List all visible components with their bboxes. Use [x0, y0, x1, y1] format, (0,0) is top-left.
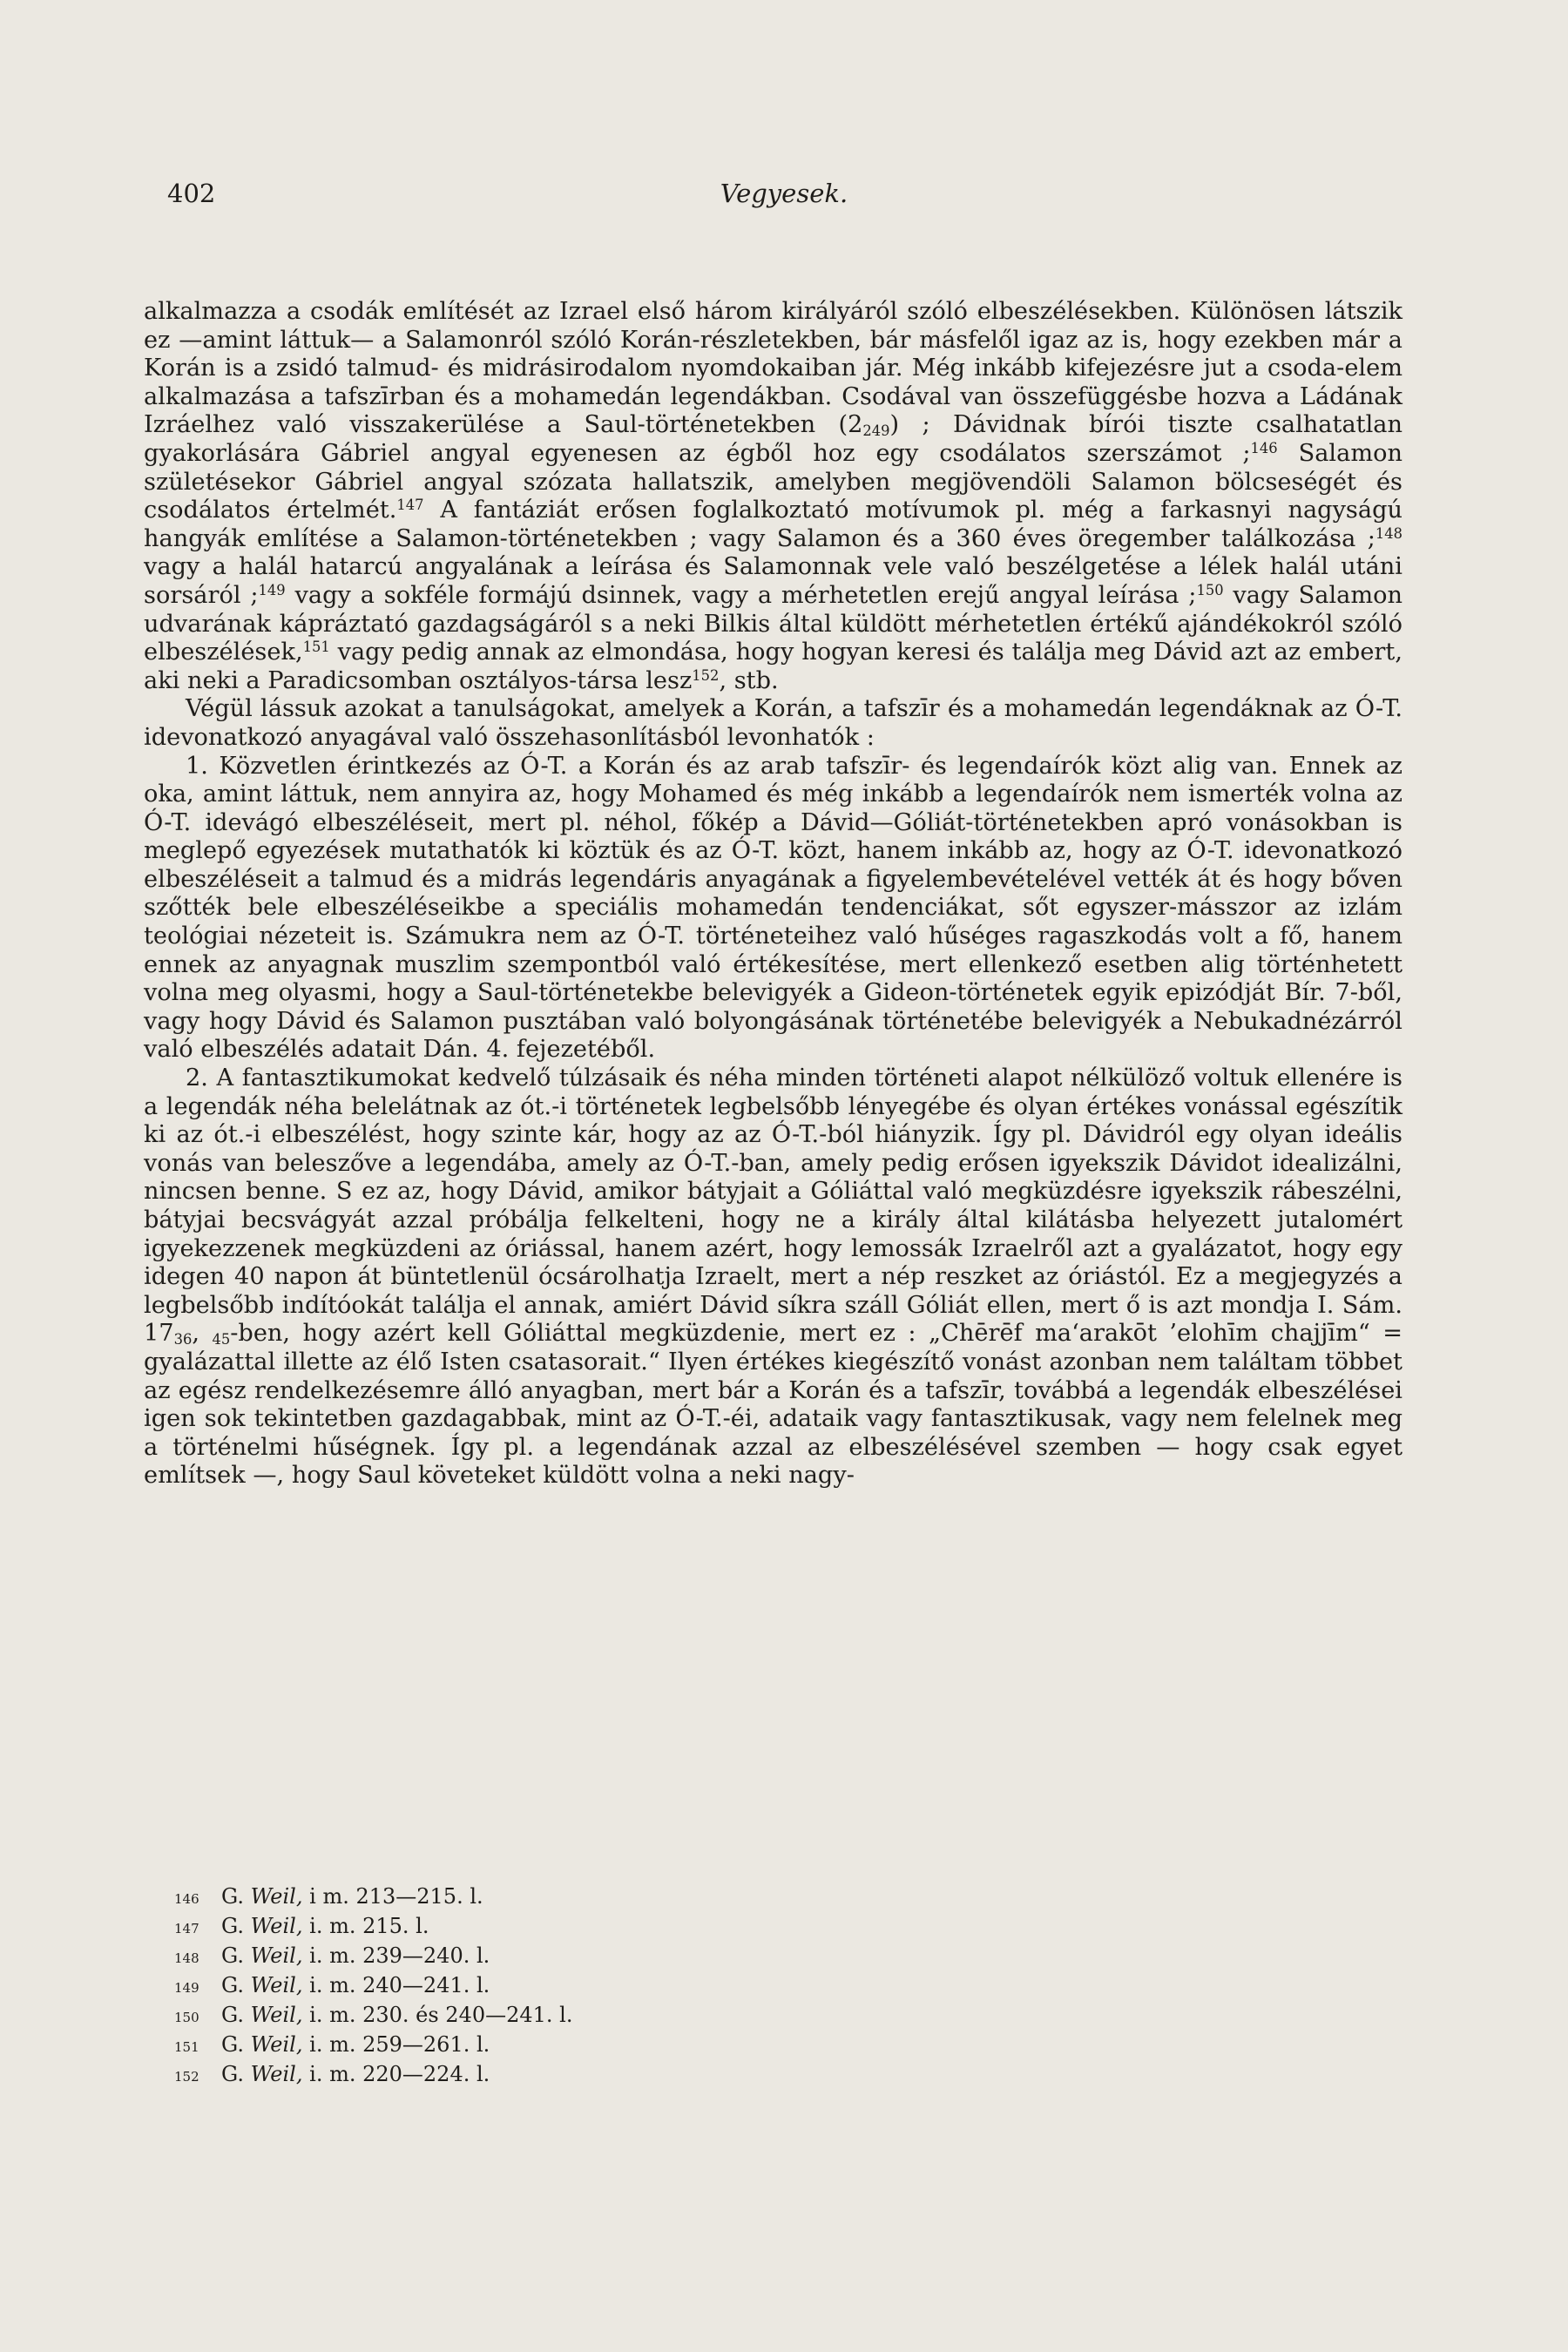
- paragraph-3: 1. Közvetlen érintkezés az Ó-T. a Korán és az arab tafszīr- és legendaírók közt alig van. Ennek az oka, amint láttuk, nem annyira az, hogy Mohamed és még inkább a legendaírók nem ismerték volna az Ó-T. idevágó elbeszéléseit, mert pl. néhol, főkép a Dávid—Góliát-történetekben apró vonásokban is meglepő egyezések mutathatók ki köztük és az Ó-T. közt, hanem inkább az, hogy az Ó-T. idevonatkozó elbeszéléseit a talmud és a midrás legendáris anyagának a figyelembevételével vették át és hogy bőven szőtték bele elbeszéléseikbe a speciális mohamedán tendenciákat, sőt egyszer-másszor az izlám teológiai nézeteit is. Számukra nem az Ó-T. történeteihez való hűséges ragaszkodás volt a fő, hanem ennek az anyagnak muszlim szempontból való értékesítése, mert ellenkező esetben alig történhetett volna meg olyasmi, hogy a Saul-történetekbe belevigyék a Gideon-történetek egyik epizódját Bír. 7-ből, vagy hogy Dávid és Salamon pusztában való bolyongásának történetébe belevigyék a Nebukadnézárról való elbeszélés adatait Dán. 4. fejezetéből.: [144, 752, 1402, 1064]
- footnote-number: 152: [174, 2069, 199, 2085]
- footnote-ref: 148: [1375, 524, 1402, 542]
- footnote: 147 G. Weil, i. m. 215. l.: [174, 1913, 784, 1943]
- footnote-number: 151: [174, 2039, 199, 2055]
- footnote: 149 G. Weil, i. m. 240—241. l.: [174, 1972, 784, 2002]
- footnote-number: 149: [174, 1980, 199, 1996]
- footnote-number: 147: [174, 1921, 199, 1936]
- footnote-ref: 147: [396, 497, 424, 514]
- footnote-ref: 151: [302, 639, 330, 656]
- page-number: 402: [167, 179, 216, 208]
- footnote-ref: 146: [1250, 440, 1278, 456]
- footnote-ref: 149: [258, 581, 286, 598]
- footnote: 151 G. Weil, i. m. 259—261. l.: [174, 2031, 784, 2061]
- footnote: 150 G. Weil, i. m. 230. és 240—241. l.: [174, 2002, 784, 2031]
- footnote: 152 G. Weil, i. m. 220—224. l.: [174, 2061, 784, 2091]
- paragraph-4: 2. A fantasztikumokat kedvelő túlzásaik és néha minden történeti alapot nélkülöző voltuk ellenére is a legendák néha belelátnak az ót.-i történetek legbelsőbb lényegébe és olyan értékes vonással egészítik ki az ót.-i elbeszélést, hogy szinte kár, hogy az az Ó-T.-ból hiányzik. Így pl. Dávidról egy olyan ideális vonás van beleszőve a legendába, amely az Ó-T.-ban, amely pedig erősen igyekszik Dávidot idealizálni, nincsen benne. S ez az, hogy Dávid, amikor bátyjait a Góliáttal való megküzdésre igyekszik rábeszélni, bátyjai becsvágyát azzal próbálja felkelteni, hogy ne a király által kilátásba helyezett jutalomért igyekezzenek megküzdeni az óriással, hanem azért, hogy lemossák Izraelről azt a gyalázatot, hogy egy idegen 40 napon át büntetlenül ócsárolhatja Izraelt, mert a nép reszket az óriástól. Ez a megjegyzés a legbelsőbb indítóokát találja el annak, amiért Dávid síkra száll Góliát ellen, mert ő is azt mondja I. Sám. $17_{36}$, $_{45}$-ben, hogy azért kell Góliáttal megküzdenie, mert ez : „Chērēf ma‘arakōt ’elohīm chajjīm“ = gyalázattal illette az élő Isten csatasorait.“ Ilyen értékes kiegészítő vonást azonban nem találtam többet az egész rendelkezésemre álló anyagban, mert bár a Korán és a tafszīr, továbbá a legendák elbeszélései igen sok tekintetben gazdagabbak, mint az Ó-T.-éi, adataik vagy fantasztikusak, vagy nem felelnek meg a történelmi hűségnek. Így pl. a legendának azzal az elbeszélésével szemben — hogy csak egyet említsek —, hogy Saul követeket küldött volna a neki nagy-: [144, 1064, 1402, 1490]
- paragraph-1: alkalmazza a csodák említését az Izrael első három királyáról szóló elbeszélésekben. Különösen látszik ez —amint láttuk— a Salamonról szóló Korán-részletekben, bár másfelől igaz az is, hogy ezekben már a Korán is a zsidó talmud- és midrásirodalom nyomdokaiban jár. Még inkább kifejezésre jut a csoda-elem alkalmazása a tafszīrban és a mohamedán legendákban. Csodával van összefüggésbe hozva a Ládának Izráelhez való visszakerülése a Saul-történetekben $(2_{249})$ ; Dávidnak bírói tiszte csalhatatlan gyakorlására Gábriel angyal egyenesen az égből hoz egy csodálatos szerszámot ;$^{146}$ Salamon születésekor Gábriel angyal szózata hallatszik, amelyben megjövendöli Salamon bölcseségét és csodálatos értelmét.$^{147}$ A fantáziát erősen foglalkoztató motívumok pl. még a farkasnyi nagyságú hangyák említése a Salamon-történetekben ; vagy Salamon és a 360 éves öregember találkozása ;$^{148}$ vagy a halál hatarcú angyalának a leírása és Salamonnak vele való beszélgetése a lélek halál utáni sorsáról ;$^{149}$ vagy a sokféle formájú dsinnek, vagy a mérhetetlen erejű angyal leírása ;$^{150}$ vagy Salamon udvarának kápráztató gazdagságáról s a neki Bilkis által küldött mérhetetlen értékű ajándékokról szóló elbeszélések,$^{151}$ vagy pedig annak az elmondása, hogy hogyan keresi és találja meg Dávid azt az embert, aki neki a Paradicsomban osztályos-társa lesz$^{152}$, stb.: [144, 298, 1403, 694]
- paragraph-2: Végül lássuk azokat a tanulságokat, amelyek a Korán, a tafszīr és a mohamedán legendáknak az Ó-T. idevonatkozó anyagával való összehasonlításból levonhatók :: [144, 695, 1402, 751]
- footnote-ref: 152: [692, 666, 720, 684]
- footnote-number: 150: [174, 2010, 199, 2025]
- verse-subscript: 36: [173, 1331, 193, 1348]
- footnote-number: 148: [174, 1950, 199, 1966]
- footnote: 148 G. Weil, i. m. 239—240. l.: [174, 1943, 784, 1972]
- footnote: 146 G. Weil, i m. 213—215. l.: [174, 1883, 784, 1913]
- footnote-ref: 150: [1196, 581, 1224, 598]
- verse-subscript: 45: [212, 1331, 231, 1348]
- chapter-subscript: 249: [862, 422, 890, 440]
- footnotes: [174, 1883, 784, 2091]
- footnote-number: 146: [174, 1891, 199, 1907]
- running-title: Vegyesek.: [720, 179, 848, 208]
- main-text: [144, 298, 1402, 1490]
- page-header: [167, 179, 1401, 217]
